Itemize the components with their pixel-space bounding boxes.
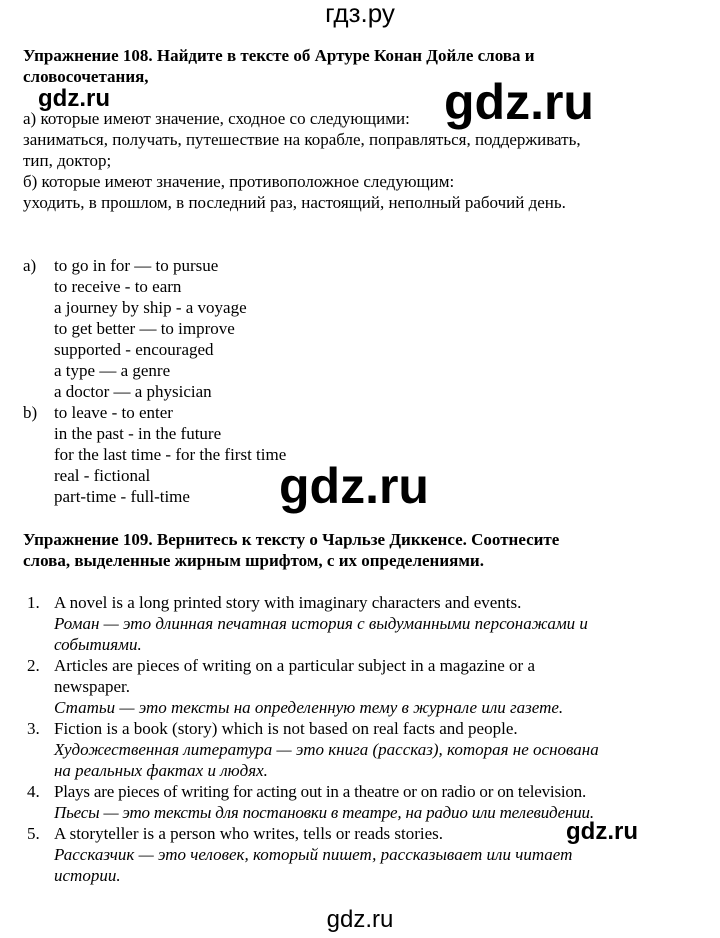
site-header: гдз.ру bbox=[325, 0, 395, 28]
item-russian-translation: Роман — это длинная печатная история с выдуманными персонажами и bbox=[54, 614, 588, 633]
item-russian-translation: истории. bbox=[54, 866, 121, 885]
item-english-text: newspaper. bbox=[54, 677, 131, 696]
answer-b-pair: part-time - full-time bbox=[54, 487, 190, 506]
item-russian-translation: на реальных фактах и людях. bbox=[54, 761, 268, 780]
ex109-heading-line1: Упражнение 109. Вернитесь к тексту о Чарльзе Диккенсе. Соотнесите bbox=[23, 530, 560, 549]
task-a-words-line1: заниматься, получать, путешествие на корабле, поправляться, поддерживать, bbox=[23, 130, 581, 149]
item-english-text: A novel is a long printed story with imaginary characters and events. bbox=[54, 593, 522, 612]
item-english-text: Articles are pieces of writing on a particular subject in a magazine or a bbox=[54, 656, 535, 675]
watermark-large-2: gdz.ru bbox=[279, 458, 429, 514]
item-russian-translation: Пьесы — это тексты для постановки в театре, на радио или телевидении. bbox=[54, 803, 594, 822]
item-english-text: Plays are pieces of writing for acting out in a theatre or on radio or on television. bbox=[54, 782, 587, 801]
answer-a-label: a) bbox=[23, 256, 37, 275]
answer-a-pair: to receive - to earn bbox=[54, 277, 182, 296]
answer-b-pair: to leave - to enter bbox=[54, 403, 173, 422]
ex109-heading-line2: слова, выделенные жирным шрифтом, с их определениями. bbox=[23, 551, 484, 570]
answer-b-pair: real - fictional bbox=[54, 466, 151, 485]
answer-a-pair: to go in for — to pursue bbox=[54, 256, 219, 275]
watermark-large-1: gdz.ru bbox=[444, 74, 594, 130]
item-russian-translation: Рассказчик — это человек, который пишет, рассказывает или читает bbox=[54, 845, 573, 864]
answer-a-pair: a doctor — a physician bbox=[54, 382, 212, 401]
task-a-words-line2: тип, доктор; bbox=[23, 151, 112, 170]
item-russian-translation: событиями. bbox=[54, 635, 142, 654]
task-a-intro: а) которые имеют значение, сходное со следующими: bbox=[23, 109, 410, 128]
task-b-intro: б) которые имеют значение, противоположное следующим: bbox=[23, 172, 455, 191]
answer-a-pair: supported - encouraged bbox=[54, 340, 214, 359]
ex108-heading-line2: словосочетания, bbox=[23, 67, 149, 86]
watermark-small-1: gdz.ru bbox=[38, 85, 110, 112]
item-number: 1. bbox=[27, 593, 40, 612]
item-russian-translation: Художественная литература — это книга (рассказ), которая не основана bbox=[54, 740, 599, 759]
answer-a-pair: a type — a genre bbox=[54, 361, 171, 380]
answer-b-pair: in the past - in the future bbox=[54, 424, 222, 443]
task-b-words: уходить, в прошлом, в последний раз, настоящий, неполный рабочий день. bbox=[23, 193, 566, 212]
item-english-text: Fiction is a book (story) which is not based on real facts and people. bbox=[54, 719, 518, 738]
answer-b-label: b) bbox=[23, 403, 38, 422]
item-number: 2. bbox=[27, 656, 40, 675]
answer-a-pair: a journey by ship - a voyage bbox=[54, 298, 247, 317]
item-english-text: A storyteller is a person who writes, tells or reads stories. bbox=[54, 824, 444, 843]
site-footer: gdz.ru bbox=[326, 906, 394, 933]
answer-a-pair: to get better — to improve bbox=[54, 319, 235, 338]
answer-b-pair: for the last time - for the first time bbox=[54, 445, 287, 464]
item-number: 4. bbox=[27, 782, 40, 801]
ex108-heading-line1: Упражнение 108. Найдите в тексте об Артуре Конан Дойле слова и bbox=[23, 46, 535, 65]
item-number: 5. bbox=[27, 824, 40, 843]
item-russian-translation: Статьи — это тексты на определенную тему в журнале или газете. bbox=[54, 698, 564, 717]
watermark-small-2: gdz.ru bbox=[566, 818, 638, 845]
item-number: 3. bbox=[27, 719, 40, 738]
